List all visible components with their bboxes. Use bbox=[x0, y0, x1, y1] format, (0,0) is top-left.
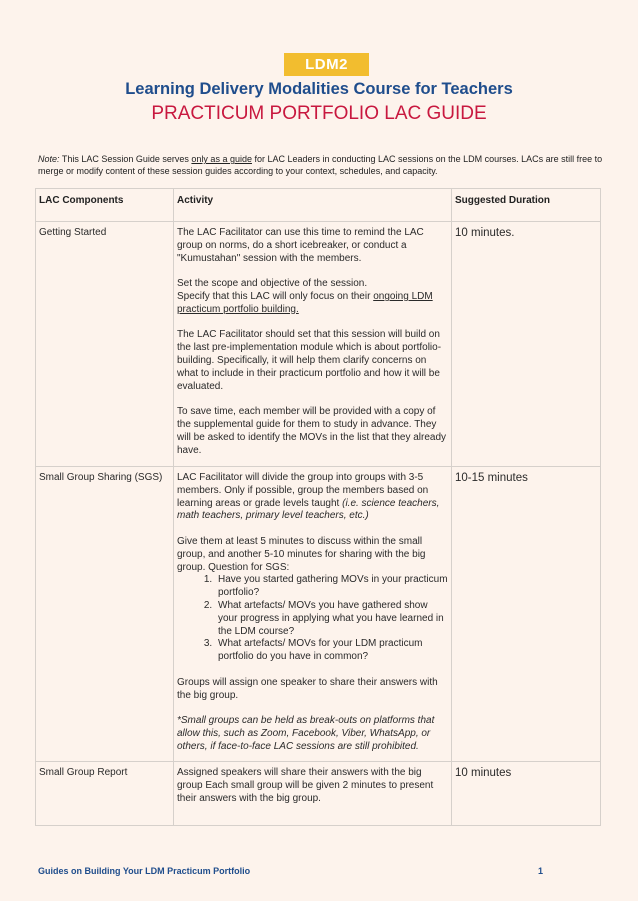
activity-paragraph: Assigned speakers will share their answers with the big group Each small group will be given 2 minutes to present their answers with the big group. bbox=[177, 767, 434, 804]
activity-paragraph: The LAC Facilitator can use this time to remind the LAC group on norms, do a short icebreaker, or conduct a "Kumustahan" session with the members. bbox=[177, 227, 424, 264]
note-text-before: This LAC Session Guide serves bbox=[59, 154, 192, 164]
document-title: Learning Delivery Modalities Course for Teachers bbox=[125, 80, 513, 98]
activity-underlined-text: ongoing LDM practicum portfolio building. bbox=[177, 290, 433, 315]
list-item: 1. Have you started gathering MOVs in your practicum portfolio? bbox=[215, 574, 448, 600]
duration-cell: 10 minutes bbox=[452, 762, 601, 826]
table-row bbox=[36, 222, 601, 467]
activity-paragraph: The LAC Facilitator should set that this session will build on the last pre-implementation module which is about portfolio-building. Specifically, it will help them clarify concerns on what to include in their practicum portfolio and how it will be evaluated. bbox=[177, 329, 442, 392]
duration-cell: 10-15 minutes bbox=[452, 467, 601, 762]
list-item: 3. What artefacts/ MOVs for your LDM practicum portfolio do you have in common? bbox=[215, 638, 448, 664]
component-cell: Small Group Sharing (SGS) bbox=[36, 467, 174, 762]
footer-text: Guides on Building Your LDM Practicum Portfolio bbox=[38, 866, 251, 876]
note-underlined: only as a guide bbox=[191, 154, 252, 164]
table-header-row bbox=[36, 189, 601, 222]
activity-italic-text: *Small groups can be held as break-outs on platforms that allow this, such as Zoom, Facebook, Viber, WhatsApp, or others, if face-to-face LAC sessions are still prohibited. bbox=[177, 715, 435, 752]
component-cell: Small Group Report bbox=[36, 762, 174, 826]
activity-text: Set the scope and objective of the session. bbox=[177, 278, 368, 290]
document-subtitle: PRACTICUM PORTFOLIO LAC GUIDE bbox=[151, 103, 487, 124]
note-text-after: for LAC Leaders in conducting LAC sessions on the LDM courses. LACs are still free to merge or modify content of these session guides according to your context, schedules, and capacity. bbox=[38, 154, 603, 176]
table-row bbox=[36, 467, 601, 762]
activity-text: LAC Facilitator will divide the group into groups with 3-5 members. Only if possible, group the members based on learning areas or grade levels taught bbox=[177, 472, 429, 509]
header-lac-components: LAC Components bbox=[36, 189, 174, 222]
activity-italic-paragraph bbox=[177, 715, 448, 753]
list-item: 2. What artefacts/ MOVs you have gathered show your progress in applying what you have learned in the LDM course? bbox=[215, 600, 448, 638]
activity-paragraph: To save time, each member will be provided with a copy of the supplemental guide for them to study in advance. They will be asked to identify the MOVs in the list that they already have. bbox=[177, 406, 447, 456]
activity-paragraph: Give them at least 5 minutes to discuss within the small group, and another 5-10 minutes for sharing with the big group. Question for SGS: bbox=[177, 535, 426, 573]
ldm2-badge: LDM2 bbox=[284, 53, 369, 76]
table-row bbox=[36, 762, 601, 826]
lac-guide-table bbox=[35, 188, 601, 826]
activity-text: Specify that this LAC will only focus on their bbox=[177, 290, 374, 302]
note-paragraph bbox=[38, 153, 604, 177]
activity-italic-text: (i.e. science teachers, math teachers, primary level teachers, etc.) bbox=[177, 497, 440, 522]
page-number: 1 bbox=[538, 866, 544, 876]
activity-cell bbox=[174, 222, 452, 467]
component-cell: Getting Started bbox=[36, 222, 174, 467]
activity-paragraph bbox=[177, 472, 448, 523]
activity-cell bbox=[174, 762, 452, 826]
header-activity: Activity bbox=[174, 189, 452, 222]
activity-cell bbox=[174, 467, 452, 762]
activity-paragraph bbox=[177, 278, 448, 316]
sgs-question-list bbox=[177, 574, 448, 664]
activity-paragraph: Groups will assign one speaker to share their answers with the big group. bbox=[177, 676, 438, 701]
note-label: Note: bbox=[38, 154, 60, 164]
header-suggested-duration: Suggested Duration bbox=[452, 189, 601, 222]
duration-cell: 10 minutes. bbox=[452, 222, 601, 467]
